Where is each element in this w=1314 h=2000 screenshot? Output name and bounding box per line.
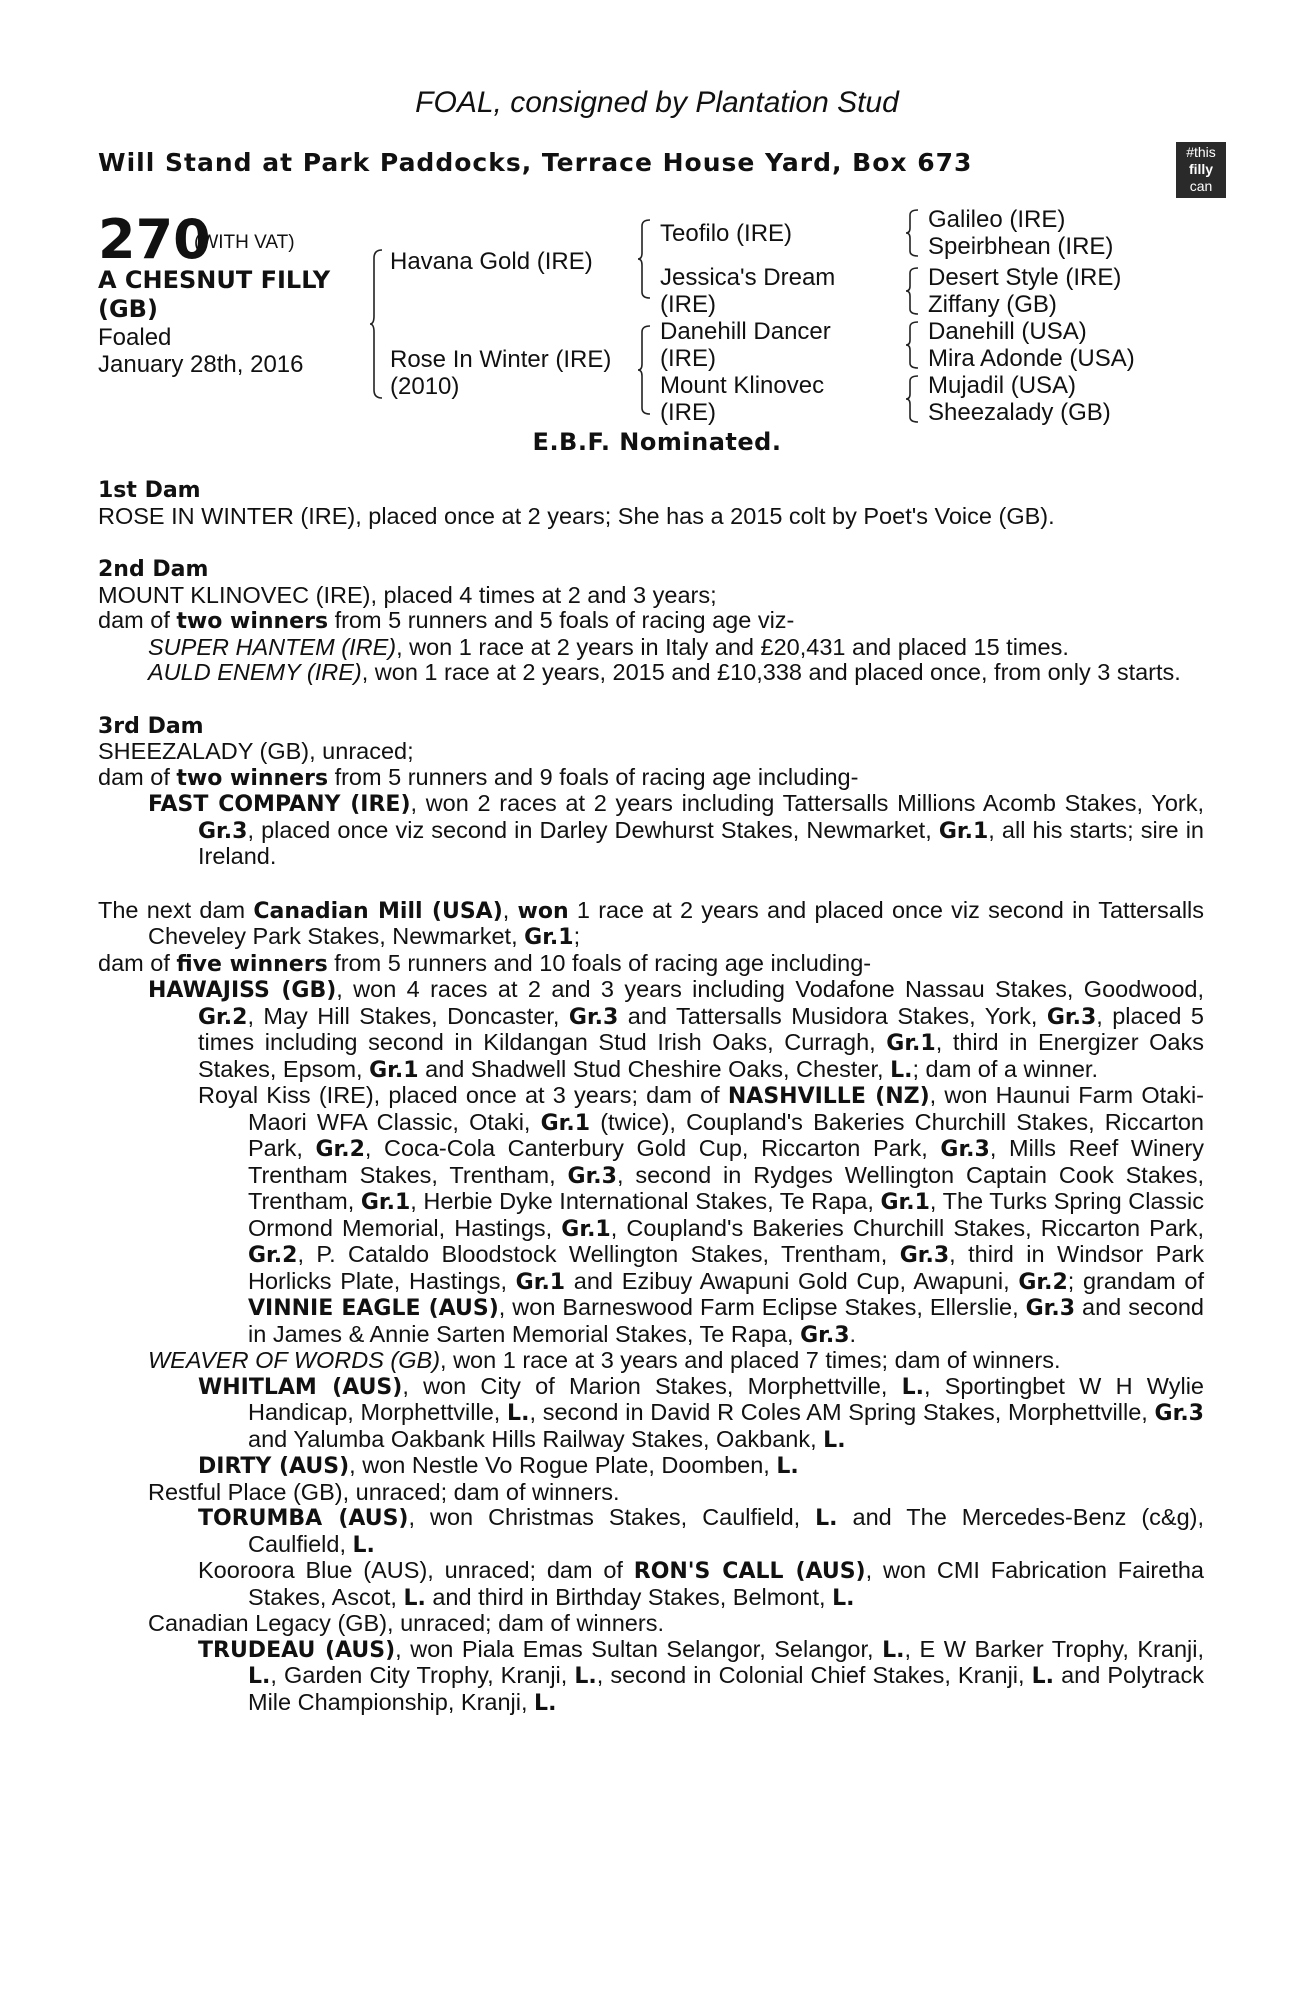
progeny-entry [98, 660, 1204, 686]
grade: L. [352, 1532, 375, 1558]
text-run: , won Nestle Vo Rogue Plate, Doomben, [349, 1452, 777, 1478]
horse-name: TRUDEAU (AUS) [198, 1637, 396, 1663]
page-title: FOAL, consigned by Plantation Stud [415, 86, 899, 119]
text-run: , Garden City Trophy, Kranji, [270, 1662, 575, 1688]
lot-number: 270 [98, 208, 211, 271]
vat-label: (WITH VAT) [194, 232, 295, 253]
dam3-line: SHEEZALADY (GB), unraced; [98, 738, 414, 764]
pedigree-dam-name: Rose In Winter (IRE) [390, 346, 612, 373]
grade: L. [890, 1057, 913, 1083]
progeny-entry [98, 1637, 1204, 1717]
grade: L. [574, 1664, 597, 1689]
grade: L. [815, 1506, 838, 1531]
text-run: , won City of Marion Stakes, Morphettville, [402, 1372, 902, 1399]
dam2-dam-of [98, 608, 1204, 635]
pedigree-gen3-item: Desert Style (IRE) [928, 264, 1122, 291]
grade: Gr.3 [1025, 1296, 1076, 1321]
pedigree-gen3-item: Mujadil (USA) [928, 372, 1077, 399]
pedigree-brace-g3 [906, 320, 920, 370]
grade: L. [507, 1401, 530, 1426]
horse-name: AULD ENEMY (IRE) [148, 659, 362, 685]
horse-name: WHITLAM (AUS) [198, 1374, 403, 1400]
pedigree-gen2-line: (IRE) [660, 399, 716, 426]
section-heading: 2nd Dam [98, 557, 209, 582]
progeny-entry [98, 1453, 1204, 1480]
grade: Gr.1 [360, 1190, 411, 1215]
text-run: , Coca-Cola Canterbury Gold Cup, Riccarton Park, [364, 1135, 941, 1161]
section-heading: 3rd Dam [98, 713, 204, 739]
text-run: , won 1 race at 3 years and placed 7 times; dam of winners. [440, 1347, 1061, 1373]
grade: Gr.3 [800, 1322, 850, 1348]
text-run: dam of [98, 763, 177, 790]
text-run: , placed once viz second in Darley Dewhurst Stakes, Newmarket, [247, 816, 939, 843]
text-run: two winners [176, 765, 329, 791]
text-run: Royal Kiss (IRE), placed once at 3 years; dam of [198, 1082, 728, 1108]
progeny-entry: Canadian Legacy (GB), unraced; dam of winners. [148, 1610, 664, 1636]
text-run: , won Barneswood Farm Eclipse Stakes, Ellerslie, [498, 1294, 1026, 1320]
grade: Gr.1 [515, 1269, 566, 1295]
text-run: , second in David R Coles AM Spring Stakes, Morphettville, [529, 1399, 1155, 1425]
next-dam-of [98, 951, 1204, 978]
pedigree-gen3-item: Galileo (IRE) [928, 206, 1066, 233]
text-run: ; [573, 923, 581, 949]
progeny-entry [98, 1083, 1204, 1348]
grade: Gr.3 [567, 1163, 617, 1189]
grade: Gr.1 [880, 1190, 930, 1215]
text-run: 1 race at 2 years and placed once viz second in Tattersalls Cheveley Park Stakes, Newmarket, [148, 896, 1205, 949]
pedigree-gen2 [660, 372, 824, 426]
text-run: dam of [98, 949, 177, 976]
grade: Gr.2 [198, 1004, 248, 1030]
horse-name: Canadian Mill (USA) [253, 898, 503, 924]
pedigree-gen2-line: Mount Klinovec [660, 372, 825, 399]
text-run: , won 4 races at 2 and 3 years including Vodafone Nassau Stakes, Goodwood, [336, 976, 1205, 1002]
pedigree-gen3 [928, 264, 1121, 318]
text-run: , won 2 races at 2 years including Tattersalls Millions Acomb Stakes, York, [410, 790, 1204, 816]
catalogue-body [98, 478, 1204, 1716]
grade: L. [248, 1664, 271, 1689]
text-run: , [502, 896, 518, 923]
lot-description-line: A CHESNUT FILLY [98, 266, 331, 294]
text-run: , won 1 race at 2 years in Italy and £20,431 and placed 15 times. [396, 633, 1069, 660]
grade: Gr.3 [1154, 1401, 1204, 1426]
lot-description-line: (GB) [98, 295, 158, 323]
text-run: , won 1 race at 2 years, 2015 and £10,338 and placed once, from only 3 starts. [361, 659, 1181, 685]
grade: Gr.3 [940, 1137, 990, 1162]
pedigree-gen2: Teofilo (IRE) [660, 220, 793, 247]
progeny-entry: Restful Place (GB), unraced; dam of winners. [148, 1478, 620, 1505]
grade: Gr.1 [938, 818, 989, 844]
pedigree-gen3 [928, 206, 1113, 260]
text-run: , second in Colonial Chief Stakes, Kranji, [596, 1662, 1032, 1688]
grade: Gr.3 [568, 1004, 619, 1030]
text-run: . [849, 1320, 857, 1347]
foaled-label: Foaled [98, 324, 172, 351]
text-run: , Herbie Dyke International Stakes, Te Rapa, [410, 1188, 881, 1214]
grade: L. [882, 1637, 905, 1663]
text-run: ; grandam of [1067, 1267, 1204, 1294]
grade: Gr.3 [899, 1243, 950, 1268]
dam3-dam-of [98, 765, 1204, 792]
pedigree-gen3-item: Speirbhean (IRE) [928, 233, 1114, 260]
pedigree-gen2-line: Jessica's Dream [660, 264, 836, 291]
pedigree-brace-g3 [906, 208, 920, 258]
progeny-entry [98, 1558, 1204, 1611]
text-run: from 5 runners and 10 foals of racing age including- [327, 949, 872, 976]
pedigree-gen2-line: (IRE) [660, 291, 716, 318]
grade: L. [776, 1454, 799, 1479]
progeny-entry [98, 791, 1204, 870]
grade: Gr.3 [1046, 1004, 1097, 1030]
text-run: , all his starts; sire in Ireland. [198, 816, 1204, 869]
text-run: , Mills Reef Winery Trentham Stakes, Trentham, [248, 1135, 1204, 1188]
progeny-entry [98, 635, 1204, 661]
pedigree-brace-sire [638, 218, 652, 300]
text-run: The next dam [98, 896, 254, 923]
text-run: five winners [176, 951, 328, 977]
grade: Gr.2 [1018, 1269, 1068, 1295]
pedigree-gen2 [660, 264, 835, 318]
grade: Gr.1 [561, 1216, 611, 1242]
text-run: two winners [176, 609, 329, 634]
text-run: , third in Windsor Park Horlicks Plate, Hastings, [248, 1241, 1204, 1294]
text-run: , won Haunui Farm Otaki-Maori WFA Classic, Otaki, [248, 1082, 1204, 1135]
horse-name: NASHVILLE (NZ) [727, 1084, 930, 1109]
text-run: , second in Rydges Wellington Captain Cook Stakes, Trentham, [248, 1161, 1204, 1214]
text-run: and Shadwell Stud Cheshire Oaks, Chester, [418, 1055, 891, 1082]
pedigree-dam [390, 346, 611, 400]
grade: L. [832, 1585, 855, 1611]
text-run: , P. Cataldo Bloodstock Wellington Stakes, Trentham, [297, 1241, 900, 1267]
text-run: and third in Birthday Stakes, Belmont, [425, 1583, 833, 1610]
text-run: and The Mercedes-Benz (c&g), Caulfield, [248, 1504, 1205, 1557]
grade: Gr.2 [315, 1137, 365, 1162]
pedigree-gen2-line: (IRE) [660, 345, 716, 372]
dam2-line: MOUNT KLINOVEC (IRE), placed 4 times at 2 and 3 years; [98, 581, 717, 608]
horse-name: DIRTY (AUS) [198, 1454, 350, 1479]
progeny-entry [98, 977, 1204, 1083]
text-run: and Yalumba Oakbank Hills Railway Stakes, Oakbank, [248, 1425, 824, 1452]
grade: L. [534, 1690, 557, 1716]
text-run: ; dam of a winner. [912, 1055, 1098, 1082]
text-run: , May Hill Stakes, Doncaster, [247, 1002, 569, 1029]
foaled-info [98, 324, 304, 378]
grade: L. [1031, 1664, 1055, 1689]
grade: Gr.1 [369, 1057, 419, 1083]
dam1-text: ROSE IN WINTER (IRE), placed once at 2 years; She has a 2015 colt by Poet's Voice (GB). [98, 502, 1055, 529]
pedigree-gen3 [928, 318, 1135, 372]
text-run: Kooroora Blue (AUS), unraced; dam of [198, 1557, 634, 1583]
text-run: , placed 5 times including second in Kildangan Stud Irish Oaks, Curragh, [198, 1002, 1204, 1055]
pedigree-brace-g3 [906, 266, 920, 316]
horse-name: HAWAJISS (GB) [148, 978, 337, 1003]
text-run: won [517, 898, 569, 924]
pedigree-brace-dam [638, 324, 652, 416]
grade: Gr.1 [524, 925, 574, 950]
text-run: , won CMI Fabrication Fairetha Stakes, Ascot, [248, 1557, 1204, 1610]
text-run: , Sportingbet W H Wylie Handicap, Morphettville, [248, 1372, 1204, 1425]
text-run: and Ezibuy Awapuni Gold Cup, Awapuni, [565, 1267, 1019, 1294]
text-run: , The Turks Spring Classic Ormond Memorial, Hastings, [248, 1188, 1204, 1241]
text-run: from 5 runners and 5 foals of racing age viz- [328, 607, 795, 633]
pedigree-sire: Havana Gold (IRE) [390, 248, 593, 275]
progeny-entry [98, 1348, 1204, 1374]
pedigree-brace-main [370, 248, 386, 400]
location-line: Will Stand at Park Paddocks, Terrace House Yard, Box 673 [98, 148, 973, 177]
grade: L. [823, 1427, 846, 1453]
text-run: dam of [98, 607, 177, 633]
text-run: , won Christmas Stakes, Caulfield, [408, 1504, 816, 1530]
progeny-entry [98, 1374, 1204, 1454]
text-run: (twice), Coupland's Bakeries Churchill Stakes, Riccarton Park, [248, 1108, 1205, 1161]
pedigree-brace-g3 [906, 374, 920, 424]
lot-description [98, 266, 330, 324]
pedigree-gen3-item: Ziffany (GB) [928, 291, 1057, 318]
grade: Gr.1 [540, 1110, 591, 1136]
horse-name: SUPER HANTEM (IRE) [148, 633, 397, 660]
text-run: and Polytrack Mile Championship, Kranji, [248, 1662, 1205, 1715]
pedigree-gen2 [660, 318, 831, 372]
pedigree-gen3-item: Mira Adonde (USA) [928, 345, 1135, 372]
text-run: , Coupland's Bakeries Churchill Stakes, Riccarton Park, [610, 1214, 1205, 1241]
badge-line: can [1189, 178, 1213, 194]
ebf-nominated: E.B.F. Nominated. [532, 428, 782, 456]
text-run: , third in Energizer Oaks Stakes, Epsom, [198, 1029, 1204, 1082]
next-dam [98, 898, 1204, 951]
pedigree-gen2-line: Danehill Dancer [660, 318, 831, 345]
grade: L. [901, 1374, 924, 1400]
badge-line: #this [1186, 144, 1216, 160]
badge-line: filly [1188, 161, 1214, 177]
horse-name: RON'S CALL (AUS) [633, 1559, 866, 1584]
grade: Gr.1 [886, 1031, 936, 1056]
text-run: , won Piala Emas Sultan Selangor, Selangor, [395, 1635, 883, 1662]
section-heading: 1st Dam [98, 478, 201, 503]
text-run: and second in James & Annie Sarten Memorial Stakes, Te Rapa, [248, 1294, 1204, 1347]
grade: Gr.2 [248, 1243, 298, 1268]
hashtag-badge [1176, 142, 1226, 198]
grade: L. [403, 1585, 426, 1611]
horse-name: WEAVER OF WORDS (GB) [148, 1347, 441, 1373]
horse-name: FAST COMPANY (IRE) [148, 792, 411, 817]
horse-name: VINNIE EAGLE (AUS) [248, 1296, 499, 1321]
pedigree-gen3 [928, 372, 1111, 426]
horse-name: TORUMBA (AUS) [198, 1506, 409, 1531]
pedigree-dam-year: (2010) [390, 373, 460, 400]
pedigree-gen3-item: Danehill (USA) [928, 318, 1087, 345]
grade: Gr.3 [198, 818, 248, 844]
text-run: and Tattersalls Musidora Stakes, York, [618, 1002, 1047, 1029]
progeny-entry [98, 1505, 1204, 1558]
text-run: from 5 runners and 9 foals of racing age including- [328, 763, 859, 790]
pedigree-gen3-item: Sheezalady (GB) [928, 399, 1111, 426]
text-run: , E W Barker Trophy, Kranji, [904, 1635, 1204, 1662]
foaled-date: January 28th, 2016 [98, 351, 304, 378]
